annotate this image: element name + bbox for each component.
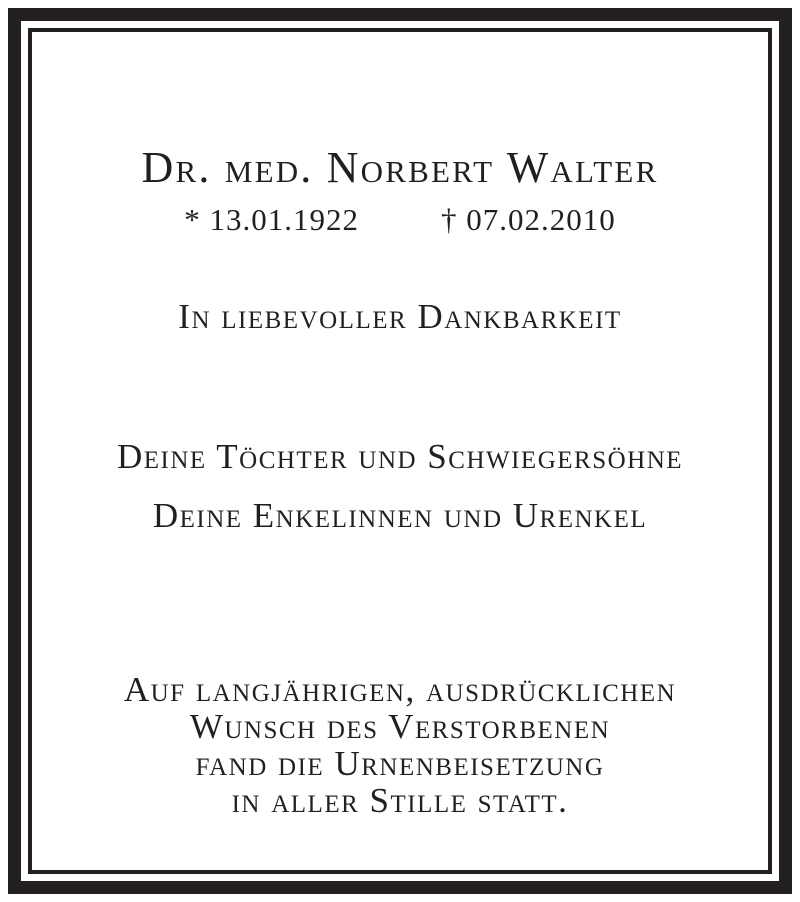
closing-line-1: Auf langjährigen, ausdrücklichen (123, 670, 677, 709)
inner-frame-border (28, 28, 772, 874)
outer-frame-border (8, 8, 792, 894)
closing-paragraph (32, 671, 768, 819)
mourners-line-grandchildren: Deine Enkelinnen und Urenkel (152, 496, 648, 535)
deceased-name: Dr. med. Norbert Walter (141, 143, 659, 192)
mourners-line-daughters: Deine Töchter und Schwiegersöhne (116, 437, 684, 476)
closing-line-3: fand die Urnenbeisetzung (195, 744, 605, 783)
gratitude-line: In liebevoller Dankbarkeit (178, 297, 622, 336)
closing-line-4: in aller Stille statt. (231, 781, 569, 820)
closing-line-2: Wunsch des Verstorbenen (189, 707, 611, 746)
death-date: † 07.02.2010 (441, 202, 616, 237)
birth-date: * 13.01.1922 (184, 202, 359, 237)
life-dates (32, 204, 768, 237)
